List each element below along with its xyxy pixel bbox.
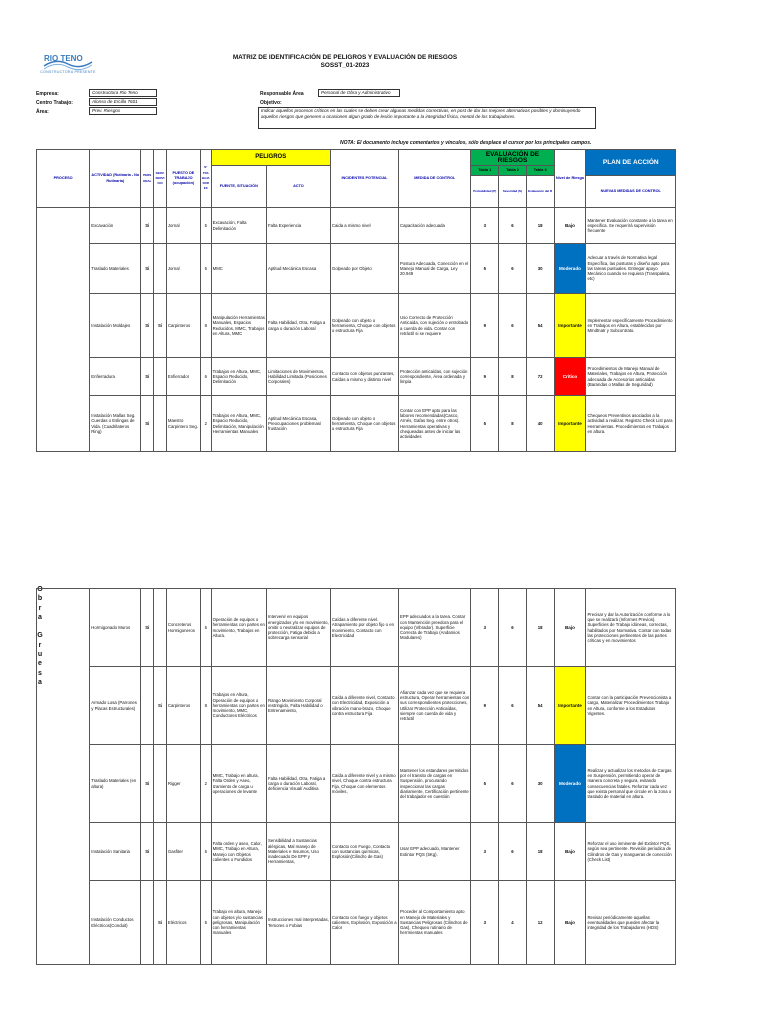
n-trabajadores-cell: 5 xyxy=(200,589,211,667)
servicio-cell xyxy=(154,589,167,667)
incidente-cell: Golpeado por Objeto xyxy=(330,244,398,294)
personal-cell xyxy=(141,881,154,965)
severidad-cell: 6 xyxy=(499,208,527,244)
objetivo-label: Objetivo: xyxy=(260,100,282,106)
severidad-cell: 8 xyxy=(499,358,527,396)
fuente-cell: Falta orden y aseo, Calor, MMC, Trabajo en Altura, Manejo con Objetos calientes o Fundidos xyxy=(211,823,266,881)
incidente-cell: Golpeado con objeto o herramienta, Choque con objetos u estructura Fija xyxy=(330,396,398,452)
plan-accion-cell: Implementar específicamente Procedimiento en Trabajos en Altura, establecidos por Mmdtnatr y Subcontrato. xyxy=(586,294,676,358)
table-row xyxy=(37,823,676,881)
fuente-cell: Trabajos en Altura, MMC, Espacio Reducido, Delimitación, Manipulación Herramientas Manuales xyxy=(211,396,266,452)
header-n-trabajadores: N° TRABAJADORES xyxy=(200,150,211,208)
probabilidad-cell: 9 xyxy=(471,667,499,745)
actividad-cell: Instalación Moldajes xyxy=(90,294,141,358)
header-tabla3: Tabla 3 xyxy=(526,166,554,176)
side-letter: s xyxy=(38,669,42,677)
area-value: Prev. Riesgos xyxy=(89,107,157,115)
severidad-cell: 4 xyxy=(499,881,527,965)
nivel-riesgo-cell: Bajo xyxy=(554,881,586,965)
table-row xyxy=(37,745,676,823)
logo-tagline: CONSTRUCTORA PRESENTE xyxy=(40,70,96,74)
servicio-cell xyxy=(154,358,167,396)
responsable-value: Personal de Obra y Administrativo xyxy=(318,89,400,97)
puesto-cell: Jornal xyxy=(166,244,200,294)
actividad-cell: Instalación Sanitaria xyxy=(90,823,141,881)
acto-cell: Falta Habilidad, Otra, Fatiga a carga o duración Laboral xyxy=(266,294,330,358)
header-evaluacion: EVALUACIÓN DE RIESGOS xyxy=(471,150,554,166)
nivel-riesgo-cell: Moderado xyxy=(554,244,586,294)
puesto-cell: Concreteros Hormigoneros xyxy=(166,589,200,667)
side-letter: a xyxy=(38,613,42,621)
medida-cell: Capacitación adecuada xyxy=(399,208,471,244)
logo-name: RIO TENO xyxy=(44,54,83,63)
acto-cell: Sensibilidad a Sustancias alérgicas, Mal manejo de Materiales e Insumos, Uso inadecuado De EPP y Herramientas, xyxy=(266,823,330,881)
probabilidad-cell: 3 xyxy=(471,589,499,667)
document-note: NOTA: El documento incluye comentarios y vínculos, sólo desplace el cursor por los principales campos. xyxy=(340,140,592,146)
header-servicio: SERV. SERVICIO xyxy=(154,150,167,208)
severidad-cell: 6 xyxy=(499,823,527,881)
responsable-label: Responsable Área xyxy=(260,91,304,97)
medida-cell: Mantener los estandares permitidos por el transito de cargas en Suspensión, procurando inspeccionar las cargas diariamente, Certificación pertinente del trabajador en cuestión xyxy=(399,745,471,823)
actividad-cell: Hormigonado Muros xyxy=(90,589,141,667)
n-trabajadores-cell: 6 xyxy=(200,358,211,396)
nivel-riesgo-cell: Importante xyxy=(554,294,586,358)
document-title: MATRIZ DE IDENTIFICACIÓN DE PELIGROS Y EVALUACIÓN DE RIESGOS SOSST_01-2023 xyxy=(232,54,458,69)
acto-cell: Aptitud Mecánica Escasa xyxy=(266,244,330,294)
actividad-cell: Enfierradura xyxy=(90,358,141,396)
servicio-cell xyxy=(154,745,167,823)
puesto-cell: Eléctricos xyxy=(166,881,200,965)
plan-accion-cell: Mantener Evaluación constante a la tarea en especifica. Se requerirá supervisión frecuente xyxy=(586,208,676,244)
side-letter: r xyxy=(38,604,42,612)
header-actividad: ACTIVIDAD (Rutinaria - No Rutinaria) xyxy=(90,150,141,208)
severidad-cell: 6 xyxy=(499,244,527,294)
evaluacion-cell: 18 xyxy=(526,208,554,244)
servicio-cell: Si xyxy=(154,667,167,745)
medida-cell: Uso Correcto de Protección Anticaida, con sujeción o entrobado a cuerda de vida. Contar con retráctil si se requiere xyxy=(399,294,471,358)
personal-cell: Si xyxy=(141,358,154,396)
header-acto: ACTO xyxy=(266,166,330,208)
probabilidad-cell: 5 xyxy=(471,396,499,452)
personal-cell: Si xyxy=(141,745,154,823)
n-trabajadores-cell: 5 xyxy=(200,208,211,244)
n-trabajadores-cell: 5 xyxy=(200,244,211,294)
objetivo-value: Indicar aquellos procesos críticos en las cuales se deben crear algunas medidas correctivas, en post de dar las mejores alternativas posibles y dominuyendo aquellos riesgos que generen u ocasionen algun grado de lesión importante a la integridad física, mental de los trabajadores. xyxy=(258,107,596,129)
acto-cell: Limitaciones de Movimientos, Habilidad Limitada (Posiciones Corporales) xyxy=(266,358,330,396)
side-letter: u xyxy=(37,651,43,659)
incidente-cell: Golpeado con objeto o herramienta, Choque con objetos o estructura Fija xyxy=(330,294,398,358)
header-puesto: PUESTO DE TRABAJO (ocupación) xyxy=(166,150,200,208)
fuente-cell: Excavación, Falta Delimitación xyxy=(211,208,266,244)
actividad-cell: Traslado Materiales xyxy=(90,244,141,294)
puesto-cell: Carpinteros xyxy=(166,294,200,358)
acto-cell: Rango Movimiento Corporal restringido, Falta Habilidad o Entrenamiento, xyxy=(266,667,330,745)
personal-cell: Si xyxy=(141,294,154,358)
plan-accion-cell: Chequeos Preventivos asociados a la actividad a realizar. Registro Check List para Herramientas. Procedimientos en Trabajos en altura. xyxy=(586,396,676,452)
incidente-cell: Caída a diferente nivel, Contacto con Electricidad, Exposición a vibración mano-brazo, Choque contra estructura Fija xyxy=(330,667,398,745)
incidente-cell: Contacto con fuego y objetos calientes, Explosión, Exposición a Calor xyxy=(330,881,398,965)
centro-value: Alonso de Ercilla 7601 xyxy=(89,98,157,106)
acto-cell: Aptitud Mecánica Escasa, Preocupaciones problemas/ frustación xyxy=(266,396,330,452)
matrix-body-page1 xyxy=(36,207,676,452)
incidente-cell: Contacto con objetos punzantes, Caídas a mismo y distinto nivel xyxy=(330,358,398,396)
probabilidad-cell: 3 xyxy=(471,881,499,965)
medida-cell: Afianzar cada vez que se requiera estructura, Operar herramientas con sus correspondientes protecciones, Utilizar Protección Anticaídas, siempre con cuerda de vida y retráctil xyxy=(399,667,471,745)
medida-cell: Protección anticaídas, con sujeción correspondiente, Área ordenada y limpia xyxy=(399,358,471,396)
side-letter: e xyxy=(38,660,42,668)
table-row xyxy=(37,244,676,294)
probabilidad-cell: 9 xyxy=(471,294,499,358)
fuente-cell: Operación de equipos o herramientas con partes en movimiento, Trabajos en Altura. xyxy=(211,589,266,667)
plan-accion-cell: Procedimientos de Manejo Manual de Materiales, Trabajos en Altura, Protección adecuada de Accesorios anticaidas (Barandas o Mallas de Seguridad) xyxy=(586,358,676,396)
puesto-cell: Rigger xyxy=(166,745,200,823)
header-fuente: FUENTE, SITUACIÓN xyxy=(211,166,266,208)
actividad-cell: Traslado Materiales (en altura) xyxy=(90,745,141,823)
puesto-cell: Enfierrador xyxy=(166,358,200,396)
incidente-cell: Caída a diferente nivel y a mismo nivel, Choque contra estructura Fija, Choque con elementos móviles, xyxy=(330,745,398,823)
servicio-cell xyxy=(154,208,167,244)
nivel-riesgo-cell: Importante xyxy=(554,396,586,452)
plan-accion-cell: Adecuar a través de Normativa legal Específica, las posturas y diseño apto para las tareas puntuales. Entregar apoyo Mecánico cuando se requiera (Transpaleta, etc) xyxy=(586,244,676,294)
evaluacion-cell: 40 xyxy=(526,396,554,452)
plan-accion-cell: Contar con la participación Prevencionista a cargo, Materializar Procedimientos Trabajo en Altura, conforme a los Estadutos Vigentes. xyxy=(586,667,676,745)
n-trabajadores-cell: 2 xyxy=(200,396,211,452)
fuente-cell: Manipulación Herramientas Manuales, Espacios Reducidos, MMC, Trabajos en Altura, MMC xyxy=(211,294,266,358)
evaluacion-cell: 30 xyxy=(526,244,554,294)
acto-cell: Intervenir en equipos energizados y/o en movimiento, omitir o neutralizar equipos de protección, Fatiga debido a sobrecarga sensorial xyxy=(266,589,330,667)
evaluacion-cell: 12 xyxy=(526,881,554,965)
plan-accion-cell: Precisar y dar la Autorización conforme a lo que se realizará (Informes Previos). Superficies de Trabajo idóneas, correctas, habilitados por Normativa. Contar con todas las protecciones pertinentes de las partes críticas y en movimientos xyxy=(586,589,676,667)
header-plan: PLAN DE ACCIÓN xyxy=(586,150,676,176)
table-row xyxy=(37,294,676,358)
nivel-riesgo-cell: Moderado xyxy=(554,745,586,823)
empresa-label: Empresa: xyxy=(36,91,59,97)
header-tabla2: Tabla 2 xyxy=(499,166,527,176)
n-trabajadores-cell: 5 xyxy=(200,823,211,881)
header-personal: PERSONAL xyxy=(141,150,154,208)
puesto-cell: Maestro Carpintero Seg. xyxy=(166,396,200,452)
proceso-cell xyxy=(37,208,90,452)
fuente-cell: Trabajos en Altura, Operación de equipos o herramientas con partes en movimiento, MMC, Conductores Eléctricos xyxy=(211,667,266,745)
side-letter: G xyxy=(37,632,43,640)
plan-accion-cell: Revisar periódicamente aquellas eventualidades que pueden afectar la integridad de los Trabajadores (HDS) xyxy=(586,881,676,965)
servicio-cell xyxy=(154,244,167,294)
medida-cell: Contar con EPP apto para las labores recomendadas(Casco, Arnés, Gafas Seg. entre otros). Herramientas operativas y chequeadas antes de iniciar las actividades xyxy=(399,396,471,452)
incidente-cell: Caida a mismo nivel xyxy=(330,208,398,244)
probabilidad-cell: 9 xyxy=(471,358,499,396)
actividad-cell: Instalación Conductos Eléctricos(Conduit) xyxy=(90,881,141,965)
nivel-riesgo-cell: Bajo xyxy=(554,589,586,667)
nivel-riesgo-cell: Bajo xyxy=(554,823,586,881)
personal-cell: Si xyxy=(141,208,154,244)
probabilidad-cell: 3 xyxy=(471,208,499,244)
acto-cell: Falta Habilidad, Otra, Fatiga a carga o duración Laboral, deficiencia Visual/ Auditiva xyxy=(266,745,330,823)
header-evaluacion-r: Evaluación del R xyxy=(526,176,554,208)
puesto-cell: Carpinteros xyxy=(166,667,200,745)
table-row xyxy=(37,358,676,396)
n-trabajadores-cell: 8 xyxy=(200,667,211,745)
side-letter: a xyxy=(38,678,42,686)
nivel-riesgo-cell: Bajo xyxy=(554,208,586,244)
nivel-riesgo-cell: Importante xyxy=(554,667,586,745)
personal-cell: Si xyxy=(141,244,154,294)
probabilidad-cell: 3 xyxy=(471,823,499,881)
matrix-header xyxy=(36,149,676,208)
fuente-cell: Trabajo en altura, Manejo con objetos y/o sustancias peligrosas, Manipulación con herramientas manuales xyxy=(211,881,266,965)
actividad-cell: Excavación xyxy=(90,208,141,244)
header-medida: MEDIDA DE CONTROL xyxy=(399,150,471,208)
n-trabajadores-cell: 2 xyxy=(200,745,211,823)
probabilidad-cell: 5 xyxy=(471,244,499,294)
evaluacion-cell: 72 xyxy=(526,358,554,396)
fuente-cell: MMC, Trabajo en altura, Falta Orden y Aseo, Izamiento de carga u operaciones de levante xyxy=(211,745,266,823)
side-letter: O xyxy=(37,586,43,593)
personal-cell: Si xyxy=(141,823,154,881)
severidad-cell: 6 xyxy=(499,294,527,358)
header-proceso: PROCESO xyxy=(37,150,90,208)
nivel-riesgo-cell: Crítico xyxy=(554,358,586,396)
empresa-value: Constructora Rio Teno xyxy=(89,89,157,97)
plan-accion-cell: Realizar y actualizar los metodos de Cargas en Suspensión, permitiendo operar de manera concreta y segura, evitando consecuencias fatales. Reforzar cada vez que exista personal que circule en la zona o traslado de material en altura. xyxy=(586,745,676,823)
servicio-cell xyxy=(154,396,167,452)
incidente-cell: Caídas a diferente nivel. Atrapamiento por objeto fijo o en movimiento, Contacto con Electricidad xyxy=(330,589,398,667)
side-letter: b xyxy=(37,595,43,603)
probabilidad-cell: 5 xyxy=(471,745,499,823)
table-row xyxy=(37,881,676,965)
personal-cell xyxy=(141,667,154,745)
fuente-cell: MMC xyxy=(211,244,266,294)
actividad-cell: Armado Losa (Parrones y Placas Estructurales) xyxy=(90,667,141,745)
header-tabla1: Tabla 1 xyxy=(471,166,499,176)
proceso-cell xyxy=(37,589,90,965)
puesto-cell: Gasfiter xyxy=(166,823,200,881)
table-row xyxy=(37,589,676,667)
medida-cell: Usar EPP adecuado, Mantener Extintor PQS (5Kg). xyxy=(399,823,471,881)
puesto-cell: Jornal xyxy=(166,208,200,244)
servicio-cell: Si xyxy=(154,294,167,358)
fuente-cell: Trabajos en Altura, MMC, Espacio Reducido, Delimitación xyxy=(211,358,266,396)
header-incidente: INCIDENTES POTENCIAL xyxy=(330,150,398,208)
servicio-cell: Si xyxy=(154,881,167,965)
medida-cell: Proceder al Comportamiento apto en Manejo de Materiales y Sustancias Peligrosas (Cilindros de Gas), Chequeo rutinario de herrmientas manuales xyxy=(399,881,471,965)
evaluacion-cell: 54 xyxy=(526,667,554,745)
acto-cell: Falta Experiencia xyxy=(266,208,330,244)
centro-label: Centro Trabajo: xyxy=(36,100,73,106)
severidad-cell: 8 xyxy=(499,396,527,452)
side-letter: r xyxy=(38,641,42,649)
table-row xyxy=(37,208,676,244)
servicio-cell xyxy=(154,823,167,881)
table-row xyxy=(37,667,676,745)
personal-cell: Si xyxy=(141,589,154,667)
table-row xyxy=(37,396,676,452)
evaluacion-cell: 54 xyxy=(526,294,554,358)
actividad-cell: Instalación Mallas Seg. Cuerdas o Eslingas de Vida. (Cuadrilateros Ring) xyxy=(90,396,141,452)
severidad-cell: 6 xyxy=(499,667,527,745)
evaluacion-cell: 18 xyxy=(526,823,554,881)
area-label: Área: xyxy=(36,109,49,115)
incidente-cell: Contacto con Fuego, Contacto con sustancias químicas, Explosión(Cilindro de Gas) xyxy=(330,823,398,881)
header-severidad: Severidad (S) xyxy=(499,176,527,208)
evaluacion-cell: 18 xyxy=(526,589,554,667)
personal-cell: Si xyxy=(141,396,154,452)
matrix-body-page2 xyxy=(36,588,676,965)
severidad-cell: 6 xyxy=(499,589,527,667)
header-nuevas-medidas: NUEVAS MEDIDAS DE CONTROL xyxy=(586,176,676,208)
header-nivel: Nivel de Riesgo xyxy=(554,150,586,208)
severidad-cell: 6 xyxy=(499,745,527,823)
medida-cell: EPP adecuados a la tarea. Contar con Mantención preedora para el equipo (Vibrador). Superficie Correcta de Trabajo (Andamios Modulares) xyxy=(399,589,471,667)
header-peligros: PELIGROS xyxy=(211,150,330,166)
evaluacion-cell: 30 xyxy=(526,745,554,823)
acto-cell: Instrucciones mal interpretadas, Temores o Fobias xyxy=(266,881,330,965)
header-probabilidad: Probabilidad (P) xyxy=(471,176,499,208)
n-trabajadores-cell: 8 xyxy=(200,294,211,358)
n-trabajadores-cell: 5 xyxy=(200,881,211,965)
medida-cell: Postura Adecuada, Conección en el Manejo Manual de Carga, Ley 20.949 xyxy=(399,244,471,294)
plan-accion-cell: Reforzar el uso inminente del Extintor PQS, según sea pertinente. Revisión periodica de Cilindros de Gas y mangueras de conección (Check List) xyxy=(586,823,676,881)
